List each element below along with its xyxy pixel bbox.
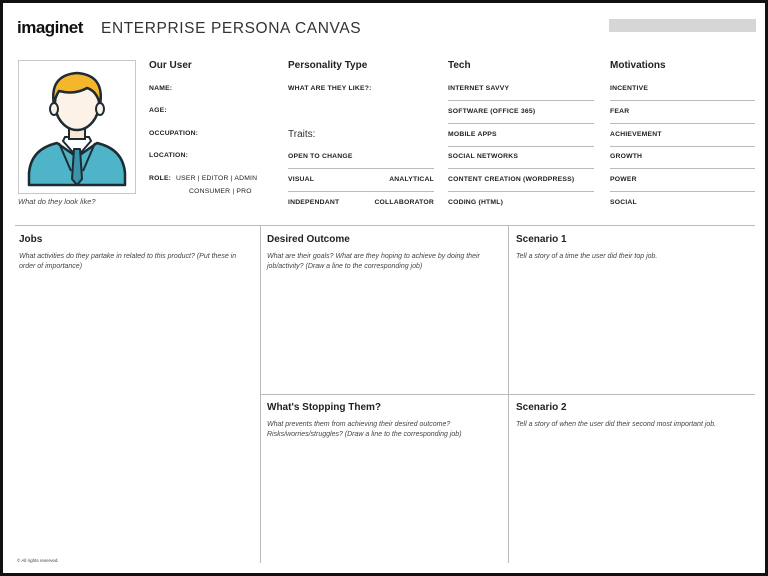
motivation-item: SOCIAL (610, 199, 637, 206)
tech-item: SOFTWARE (OFFICE 365) (448, 101, 594, 124)
motivation-item: INCENTIVE (610, 78, 755, 101)
tech-item: MOBILE APPS (448, 124, 594, 147)
tech-item: CODING (HTML) (448, 199, 504, 206)
motivation-item: FEAR (610, 101, 755, 124)
trait-right: ANALYTICAL (389, 176, 434, 183)
motivation-item: GROWTH (610, 146, 755, 169)
tech-heading: Tech (448, 60, 471, 71)
trait-left: OPEN TO CHANGE (288, 153, 353, 160)
trait-left: VISUAL (288, 176, 315, 183)
motivation-item: POWER (610, 169, 755, 192)
age-label: AGE: (149, 107, 167, 114)
traits-label: Traits: (288, 129, 316, 140)
stopping-title: What's Stopping Them? (267, 402, 382, 413)
desired-outcome-title: Desired Outcome (267, 234, 350, 245)
stopping-description: What prevents them from achieving their desired outcome? Risks/worries/struggles? (Draw a line to the corresponding job) (267, 421, 462, 438)
role-options-line1: USER | EDITOR | ADMIN (176, 175, 258, 182)
copyright-notice: © All rights reserved. (17, 558, 59, 563)
row-divider (260, 394, 755, 395)
personality-question: WHAT ARE THEY LIKE?: (288, 85, 372, 92)
occupation-label: OCCUPATION: (149, 130, 199, 137)
tech-item: INTERNET SAVVY (448, 78, 594, 101)
role-label: ROLE: (149, 175, 172, 182)
photo-caption: What do they look like? (18, 197, 96, 206)
jobs-description: What activities do they partake in related to this product? (Put these in order of importance) (19, 253, 237, 270)
scenario2-description: Tell a story of when the user did their second most important job. (516, 421, 717, 428)
section-divider (15, 225, 755, 226)
page-title: ENTERPRISE PERSONA CANVAS (101, 20, 362, 37)
trait-row (288, 146, 434, 169)
scenario1-description: Tell a story of a time the user did their top job. (516, 253, 658, 260)
motivation-item: ACHIEVEMENT (610, 124, 755, 147)
tech-item: CONTENT CREATION (WORDPRESS) (448, 169, 594, 192)
jobs-title: Jobs (19, 234, 43, 245)
trait-row (288, 192, 434, 214)
role-options-line2: CONSUMER | PRO (189, 188, 252, 195)
name-label: NAME: (149, 85, 173, 92)
location-label: LOCATION: (149, 152, 189, 159)
scenario1-title: Scenario 1 (516, 234, 567, 245)
trait-row (288, 169, 434, 192)
imaginet-logo: imaginet (17, 18, 83, 37)
scenario2-title: Scenario 2 (516, 402, 567, 413)
header-placeholder-bar (609, 19, 756, 32)
our-user-heading: Our User (149, 60, 192, 71)
trait-left: INDEPENDANT (288, 199, 340, 206)
motivations-heading: Motivations (610, 60, 666, 71)
persona-avatar-icon (19, 61, 135, 193)
persona-photo-frame (18, 60, 136, 194)
personality-heading: Personality Type (288, 60, 368, 71)
trait-right: COLLABORATOR (374, 199, 434, 206)
tech-item: SOCIAL NETWORKS (448, 146, 594, 169)
desired-outcome-description: What are their goals? What are they hoping to achieve by doing their job/activity? (Draw a line to the corresponding job) (267, 253, 480, 270)
